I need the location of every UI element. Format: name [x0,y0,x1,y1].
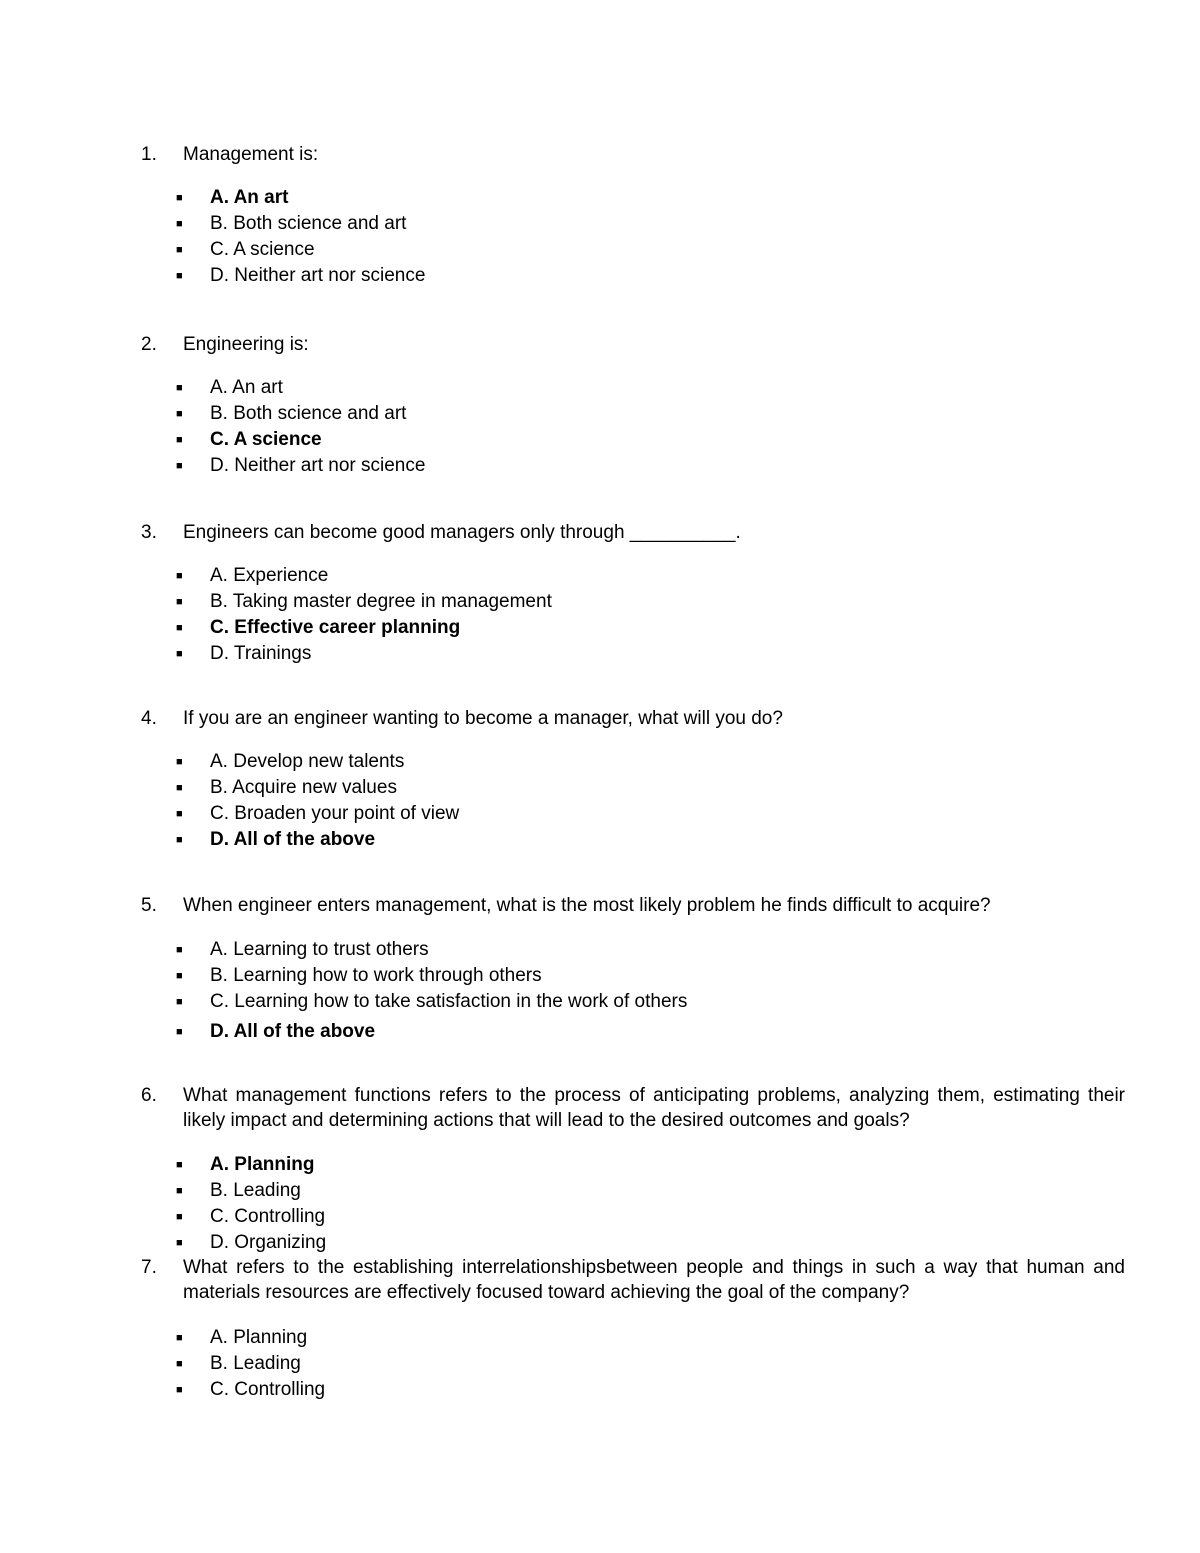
option-label: A. An art [210,187,289,208]
option-a [0,185,1200,211]
bullet-icon: ■ [176,1384,183,1396]
option-label: B. Learning how to work through others [210,965,542,986]
question-text: Management is: [183,144,319,165]
bullet-icon: ■ [176,1332,183,1344]
bullet-icon: ■ [176,1026,183,1038]
bullet-icon: ■ [176,192,183,204]
option-d [0,453,1200,479]
question-4 [0,706,1200,853]
option-label: B. Both science and art [210,213,407,234]
bullet-icon: ■ [176,460,183,472]
option-label: A. Learning to trust others [210,939,429,960]
question-text: What refers to the establishing interrelationshipsbetween people and things in such a way that human and materials resources are effectively focused toward achieving the goal of the company? [183,1257,1125,1303]
option-c [0,615,1200,641]
question-header [0,893,1200,918]
option-d [0,1019,1200,1045]
option-label: C. A science [210,239,315,260]
option-label: A. Develop new talents [210,751,405,772]
option-label: B. Leading [210,1353,301,1374]
option-b [0,401,1200,427]
options-list [0,185,1200,289]
option-label: C. Broaden your point of view [210,803,460,824]
option-label: D. All of the above [210,829,376,850]
bullet-icon: ■ [176,270,183,282]
option-b [0,589,1200,615]
option-label: D. All of the above [210,1021,376,1042]
option-c [0,1204,1200,1230]
bullet-icon: ■ [176,1211,183,1223]
option-label: A. Experience [210,565,329,586]
bullet-icon: ■ [176,1185,183,1197]
question-header [0,142,1200,167]
options-list [0,749,1200,853]
question-5 [0,893,1200,1045]
option-label: B. Taking master degree in management [210,591,552,612]
question-header [0,706,1200,731]
option-label: B. Acquire new values [210,777,397,798]
bullet-icon: ■ [176,1159,183,1171]
option-label: D. Neither art nor science [210,265,426,286]
option-b [0,963,1200,989]
option-d [0,263,1200,289]
bullet-icon: ■ [176,596,183,608]
question-header [0,520,1200,545]
option-label: C. Effective career planning [210,617,461,638]
question-number: 7. [141,1257,157,1278]
question-text: When engineer enters management, what is the most likely problem he finds difficult to acquire? [183,895,991,916]
bullet-icon: ■ [176,996,183,1008]
option-d [0,1230,1200,1256]
question-text: Engineers can become good managers only through __________. [183,522,741,543]
option-a [0,1152,1200,1178]
option-c [0,1377,1200,1403]
option-a [0,937,1200,963]
question-1 [0,142,1200,289]
bullet-icon: ■ [176,970,183,982]
option-b [0,1178,1200,1204]
option-label: C. Learning how to take satisfaction in the work of others [210,991,688,1012]
option-b [0,775,1200,801]
bullet-icon: ■ [176,648,183,660]
bullet-icon: ■ [176,834,183,846]
question-2 [0,332,1200,479]
question-header [0,332,1200,357]
option-a [0,375,1200,401]
option-label: B. Leading [210,1180,301,1201]
question-number: 2. [141,334,157,355]
bullet-icon: ■ [176,382,183,394]
option-c [0,989,1200,1015]
bullet-icon: ■ [176,244,183,256]
option-a [0,563,1200,589]
bullet-icon: ■ [176,434,183,446]
option-label: D. Organizing [210,1232,327,1253]
question-header [0,1083,1200,1133]
question-number: 6. [141,1085,157,1106]
option-c [0,801,1200,827]
bullet-icon: ■ [176,944,183,956]
question-7 [0,1255,1200,1403]
option-label: D. Neither art nor science [210,455,426,476]
option-c [0,237,1200,263]
question-number: 1. [141,144,157,165]
options-list [0,937,1200,1045]
option-label: A. Planning [210,1327,308,1348]
question-number: 3. [141,522,157,543]
question-number: 4. [141,708,157,729]
bullet-icon: ■ [176,782,183,794]
options-list [0,563,1200,667]
option-label: D. Trainings [210,643,312,664]
option-label: C. Controlling [210,1379,326,1400]
options-list [0,1325,1200,1403]
option-label: B. Both science and art [210,403,407,424]
bullet-icon: ■ [176,218,183,230]
bullet-icon: ■ [176,808,183,820]
bullet-icon: ■ [176,756,183,768]
question-text: Engineering is: [183,334,309,355]
question-number: 5. [141,895,157,916]
options-list [0,375,1200,479]
bullet-icon: ■ [176,622,183,634]
bullet-icon: ■ [176,408,183,420]
question-3 [0,520,1200,667]
option-a [0,749,1200,775]
question-header [0,1255,1200,1305]
option-label: C. Controlling [210,1206,326,1227]
option-label: A. An art [210,377,283,398]
bullet-icon: ■ [176,1237,183,1249]
option-label: A. Planning [210,1154,315,1175]
question-text: If you are an engineer wanting to become a manager, what will you do? [183,708,783,729]
option-label: C. A science [210,429,322,450]
question-6 [0,1083,1200,1256]
options-list [0,1152,1200,1256]
option-b [0,211,1200,237]
option-d [0,827,1200,853]
option-c [0,427,1200,453]
option-b [0,1351,1200,1377]
question-text: What management functions refers to the process of anticipating problems, analyzing them, estimating their likely impact and determining actions that will lead to the desired outcomes and goals? [183,1085,1125,1131]
option-a [0,1325,1200,1351]
option-d [0,641,1200,667]
bullet-icon: ■ [176,1358,183,1370]
bullet-icon: ■ [176,570,183,582]
